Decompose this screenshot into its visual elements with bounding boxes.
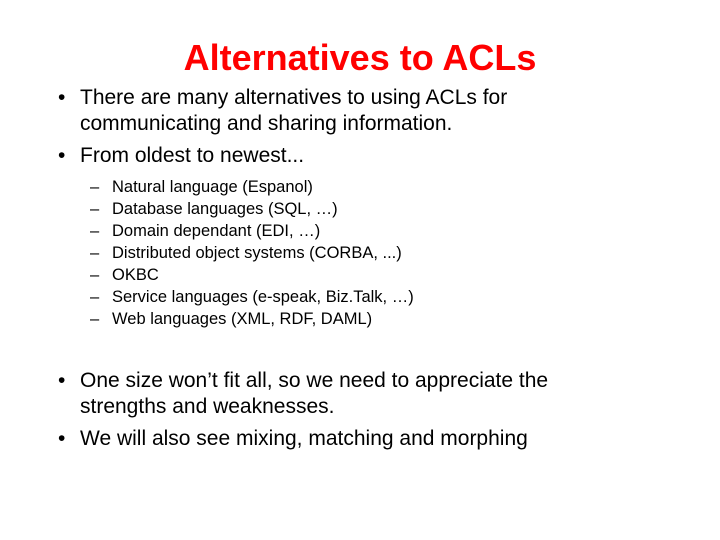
top-bullet-list (58, 85, 658, 169)
bullet-item (58, 85, 658, 137)
bullet-item (58, 143, 658, 169)
sub-bullet-text: Domain dependant (EDI, …) (112, 222, 321, 240)
bullet-text-line: strengths and weaknesses. (80, 395, 335, 418)
dash-icon: – (90, 178, 100, 196)
bullet-item (58, 368, 658, 420)
bullet-icon: • (58, 144, 66, 167)
bullet-text-line: communicating and sharing information. (80, 112, 453, 135)
sub-bullet-item (84, 264, 684, 286)
sub-bullet-text: Service languages (e-speak, Biz.Talk, …) (112, 288, 414, 306)
sub-bullet-text: Distributed object systems (CORBA, ...) (112, 244, 402, 262)
dash-icon: – (90, 288, 100, 306)
sub-bullet-list (84, 176, 684, 330)
sub-bullet-item (84, 176, 684, 198)
dash-icon: – (90, 200, 100, 218)
sub-bullet-text: OKBC (112, 266, 159, 284)
sub-bullet-item (84, 242, 684, 264)
sub-bullet-text: Natural language (Espanol) (112, 178, 313, 196)
bullet-text-line: There are many alternatives to using ACLs for (80, 86, 508, 109)
dash-icon: – (90, 222, 100, 240)
sub-bullet-text: Database languages (SQL, …) (112, 200, 338, 218)
bullet-icon: • (58, 86, 66, 109)
bullet-text-line: One size won’t fit all, so we need to appreciate the (80, 369, 549, 392)
bullet-item (58, 426, 658, 452)
dash-icon: – (90, 310, 100, 328)
bullet-text-line: We will also see mixing, matching and morphing (80, 427, 528, 450)
slide-title: Alternatives to ACLs (183, 37, 537, 78)
sub-bullet-item (84, 220, 684, 242)
sub-bullet-text: Web languages (XML, RDF, DAML) (112, 310, 373, 328)
dash-icon: – (90, 244, 100, 262)
sub-bullet-item (84, 308, 684, 330)
dash-icon: – (90, 266, 100, 284)
sub-bullet-item (84, 286, 684, 308)
bullet-icon: • (58, 427, 66, 450)
bottom-bullet-list (58, 368, 658, 452)
sub-bullet-item (84, 198, 684, 220)
bullet-text-line: From oldest to newest... (80, 144, 305, 167)
bullet-icon: • (58, 369, 66, 392)
